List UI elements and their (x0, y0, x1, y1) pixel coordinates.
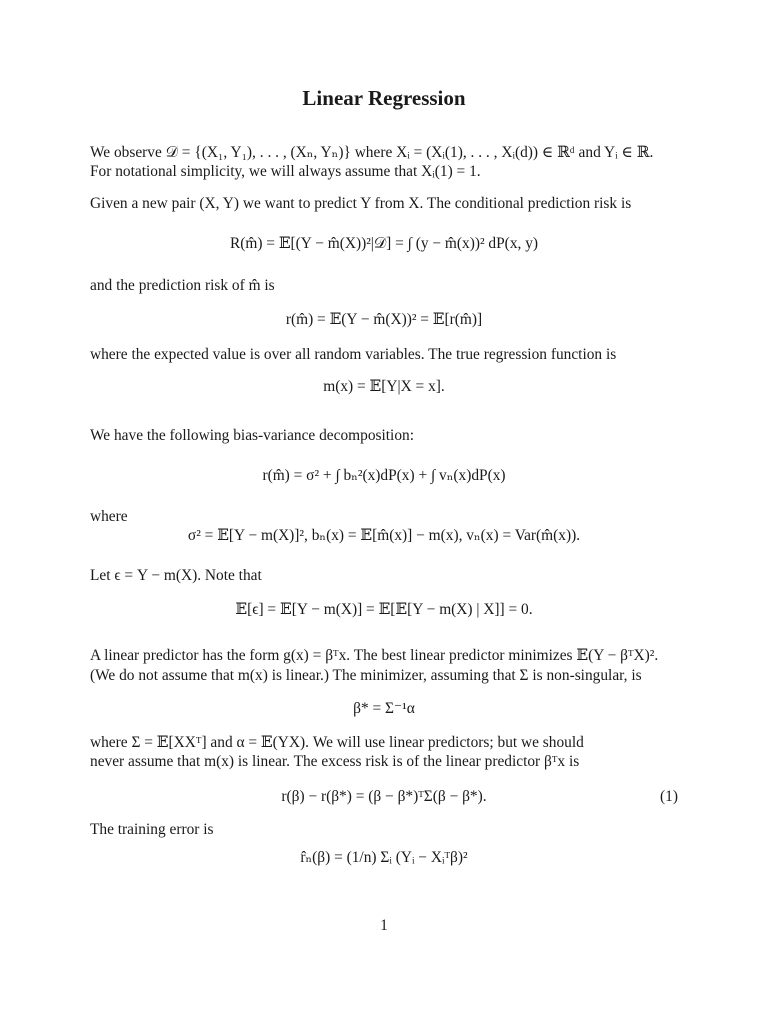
equation-beta-star: β* = Σ⁻¹α (353, 700, 415, 717)
paragraph-new-pair: Given a new pair (X, Y) we want to predict Y from X. The conditional prediction risk is (90, 195, 632, 212)
paragraph-linear-predictor-line-2: (We do not assume that m(x) is linear.) The minimizer, assuming that Σ is non-singular, is (90, 667, 642, 684)
equation-sigma-bias-variance: σ² = 𝔼[Y − m(X)]², bₙ(x) = 𝔼[m̂(x)] − m(x), vₙ(x) = Var(m̂(x)). (187, 527, 581, 544)
equation-conditional-risk: R(m̂) = 𝔼[(Y − m̂(X))²|𝒟] = ∫ (y − m̂(x))² dP(x, y) (229, 235, 539, 252)
equation-regression-function: m(x) = 𝔼[Y|X = x]. (323, 378, 445, 395)
paragraph-observe-line-2: For notational simplicity, we will always assume that Xᵢ(1) = 1. (90, 163, 481, 180)
paragraph-expected-value: where the expected value is over all random variables. The true regression function is (90, 346, 617, 363)
paragraph-prediction-risk: and the prediction risk of m̂ is (90, 277, 275, 294)
paragraph-sigma-alpha-line-2: never assume that m(x) is linear. The excess risk is of the linear predictor βᵀx is (90, 753, 580, 770)
paragraph-sigma-alpha-line-1: where Σ = 𝔼[XXᵀ] and α = 𝔼(YX). We will use linear predictors; but we should (90, 734, 584, 751)
equation-epsilon-expectation: 𝔼[ϵ] = 𝔼[Y − m(X)] = 𝔼[𝔼[Y − m(X) | X]] = 0. (235, 601, 533, 618)
page-title: Linear Regression (302, 86, 466, 110)
paragraph-where: where (90, 508, 128, 525)
equation-prediction-risk: r(m̂) = 𝔼(Y − m̂(X))² = 𝔼[r(m̂)] (285, 311, 483, 328)
paragraph-training-error: The training error is (90, 821, 214, 838)
equation-training-error: r̂ₙ(β) = (1/n) Σᵢ (Yᵢ − Xᵢᵀβ)² (300, 849, 468, 866)
paragraph-linear-predictor-line-1: A linear predictor has the form g(x) = βᵀx. The best linear predictor minimizes 𝔼(Y − βᵀX)². (90, 647, 659, 664)
paragraph-bias-variance: We have the following bias-variance decomposition: (90, 427, 414, 444)
paragraph-observe-line-1: We observe 𝒟 = {(X₁, Y₁), . . . , (Xₙ, Yₙ)} where Xᵢ = (Xᵢ(1), . . . , Xᵢ(d)) ∈ ℝᵈ and Yᵢ ∈ ℝ. (90, 144, 654, 161)
page-number: 1 (380, 917, 388, 934)
paragraph-let-epsilon: Let ϵ = Y − m(X). Note that (90, 567, 262, 584)
equation-excess-risk: r(β) − r(β*) = (β − β*)ᵀΣ(β − β*). (281, 788, 487, 805)
equation-number: (1) (660, 788, 678, 805)
equation-decomposition: r(m̂) = σ² + ∫ bₙ²(x)dP(x) + ∫ vₙ(x)dP(x) (262, 467, 506, 484)
